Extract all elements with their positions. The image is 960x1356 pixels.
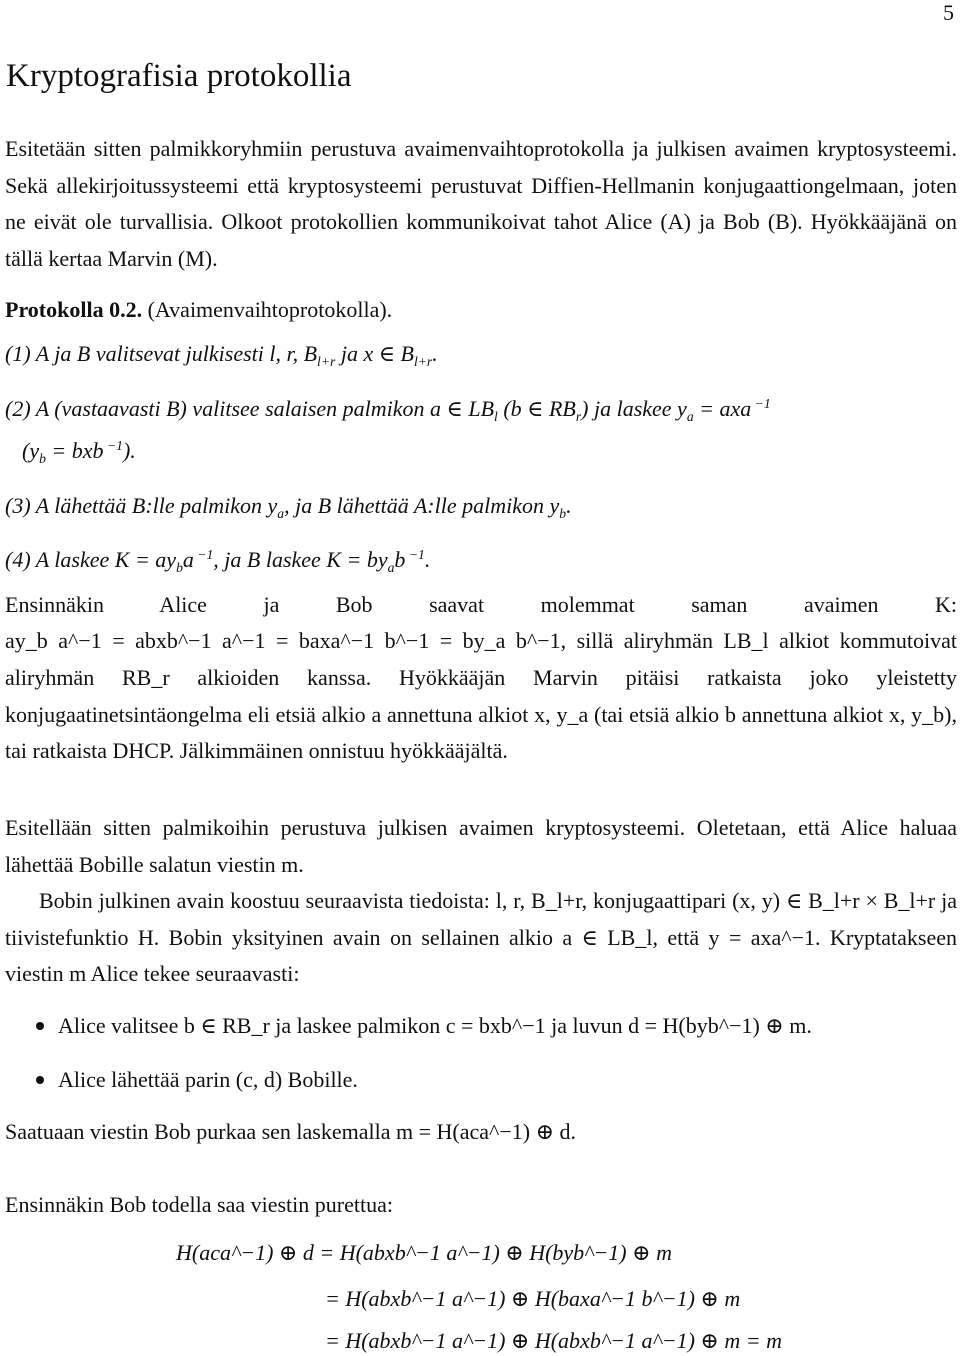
public-key-description: Bobin julkinen avain koostuu seuraavista tiedoista: l, r, B_l+r, konjugaattipari (x, y) ∈ B_l+r × B_l+r ja tiivistefunktio H. Bobin yksityinen avain on sellainen alkio a ∈ LB_l, että y = axa^−1. Kryptatakseen viestin m Alice tekee seuraavasti: <box>5 888 957 986</box>
page-number: 5 <box>943 0 954 25</box>
protocol-step-2 <box>5 394 771 424</box>
equation-line: H(aca^−1) ⊕ d = H(abxb^−1 a^−1) ⊕ H(byb^−1) ⊕ m <box>176 1240 672 1265</box>
step-text: a <box>182 547 194 572</box>
subscript: l+r <box>317 353 336 369</box>
step-text: , ja B laskee K = by <box>213 547 388 572</box>
step-text: (2) A (vastaavasti B) valitsee salaisen palmikon a ∈ LB <box>5 396 495 421</box>
step-text: ). <box>122 438 136 463</box>
subscript: b <box>559 505 567 521</box>
intro-paragraph: Esitetään sitten palmikkoryhmiin perustuva avaimenvaihtoprotokolla ja julkisen avaimen kryptosysteemi. Sekä allekirjoitussysteemi että kryptosysteemi perustuvat Diffien-Hellmanin konjugaattiongelmaan, joten ne eivät ole turvallisia. Olkoot protokollien kommunikoivat tahot Alice (A) ja Bob (B). Hyökkääjänä on tällä kertaa Marvin (M). <box>5 136 957 271</box>
protocol-step-2-cont <box>22 436 136 466</box>
protocol-step-1 <box>5 339 438 369</box>
step-text: . <box>566 493 572 518</box>
superscript: −1 <box>103 437 123 453</box>
protocol-step-3 <box>5 491 572 521</box>
bullet-icon <box>36 1022 44 1030</box>
step-text: . <box>432 341 438 366</box>
bullet-item <box>36 1065 358 1095</box>
bullet-text: Alice valitsee b ∈ RB_r ja laskee palmikon c = bxb^−1 ja luvun d = H(byb^−1) ⊕ m. <box>58 1013 812 1038</box>
superscript: −1 <box>193 546 214 562</box>
analysis-paragraph: aliryhmän RB_r alkioiden kanssa. Hyökkääjän Marvin pitäisi ratkaista joko yleistetty konjugaatinetsintäongelma eli etsiä alkio a annettuna alkiot x, y_a (tai etsiä alkio b annettuna alkiot x, y_b), tai ratkaista DHCP. Jälkimmäinen onnistuu hyökkääjältä. <box>5 665 957 763</box>
superscript: −1 <box>751 395 771 411</box>
step-text: (1) A ja B valitsevat julkisesti l, r, B <box>5 341 318 366</box>
equation-line: = H(abxb^−1 a^−1) ⊕ H(baxa^−1 b^−1) ⊕ m <box>325 1286 741 1311</box>
analysis-line-1: Ensinnäkin Alice ja Bob saavat molemmat saman avaimen K: <box>5 592 957 617</box>
subscript: r <box>575 408 582 424</box>
step-text: ) ja laskee y <box>581 396 687 421</box>
step-text: = axa <box>693 396 752 421</box>
step-text: (y <box>22 438 40 463</box>
protocol-label: Protokolla 0.2. <box>5 297 143 322</box>
step-text: = bxb <box>45 438 104 463</box>
subscript: a <box>686 408 694 424</box>
subscript: l <box>494 408 498 424</box>
step-text: b <box>394 547 406 572</box>
public-key-intro: Esitellään sitten palmikoihin perustuva julkisen avaimen kryptosysteemi. Oletetaan, että Alice haluaa lähettää Bobille salatun viestin m. <box>5 815 957 877</box>
step-text: . <box>424 547 431 572</box>
bullet-item <box>36 1011 812 1041</box>
section-title: Kryptografisia protokollia <box>6 58 352 94</box>
equation-line: = H(abxb^−1 a^−1) ⊕ H(abxb^−1 a^−1) ⊕ m = m <box>325 1328 782 1353</box>
subscript: l+r <box>413 353 433 369</box>
step-text: (b ∈ RB <box>497 396 576 421</box>
superscript: −1 <box>405 546 425 562</box>
protocol-name: (Avaimenvaihtoprotokolla). <box>147 297 393 322</box>
subscript: b <box>39 450 46 466</box>
subscript: a <box>277 505 285 521</box>
protocol-step-4 <box>5 545 430 575</box>
bullet-icon <box>36 1076 44 1084</box>
protocol-heading <box>5 295 392 325</box>
step-text: (4) A laskee K = ay <box>5 547 177 572</box>
step-text: , ja B lähettää A:lle palmikon y <box>284 493 560 518</box>
decrypt-sentence: Saatuaan viestin Bob purkaa sen laskemalla m = H(aca^−1) ⊕ d. <box>5 1119 577 1144</box>
step-text: (3) A lähettää B:lle palmikon y <box>5 493 278 518</box>
subscript: b <box>176 559 183 575</box>
analysis-line-2: ay_b a^−1 = abxb^−1 a^−1 = baxa^−1 b^−1 = by_a b^−1, sillä aliryhmän LB_l alkiot kommutoivat <box>5 628 957 653</box>
verify-intro: Ensinnäkin Bob todella saa viestin purettua: <box>5 1192 393 1217</box>
subscript: a <box>387 559 395 575</box>
bullet-text: Alice lähettää parin (c, d) Bobille. <box>58 1067 358 1092</box>
step-text: ja x ∈ B <box>335 341 414 366</box>
